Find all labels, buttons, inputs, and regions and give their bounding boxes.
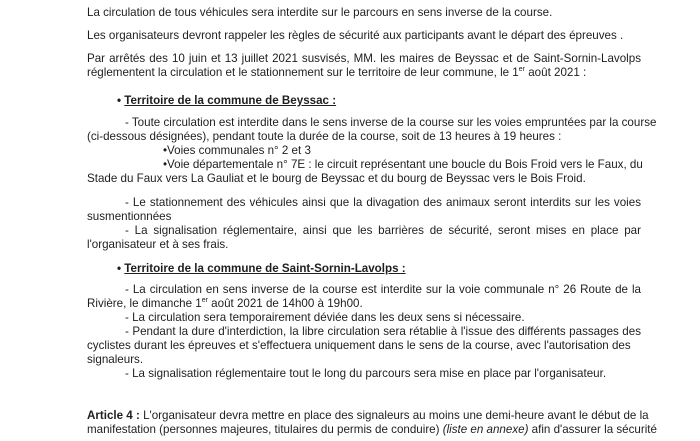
paragraph-line: Les organisateurs devront rappeler les règles de sécurité aux participants avant le départ des épreuves . <box>87 29 624 42</box>
text-run: août 2021 : <box>525 66 587 79</box>
list-item: •Voie départementale n° 7E : le circuit représentant une boucle du Bois Froid vers le Faux, du <box>163 158 643 171</box>
paragraph-line <box>87 66 586 80</box>
paragraph-line: - Le stationnement des véhicules ainsi que la divagation des animaux seront interdits sur les voies <box>125 196 641 209</box>
article-4-line <box>87 409 649 423</box>
paragraph-line: cyclistes durant les épreuves et s'effectuera uniquement dans le sens de la course, avec l'autorisation des <box>87 339 631 352</box>
paragraph-line: l'organisateur et à ses frais. <box>87 238 229 251</box>
superscript: er <box>518 66 525 73</box>
paragraph-line <box>87 423 657 437</box>
paragraph-line: - La circulation en sens inverse de la course est interdite sur la voie communale n° 26 Route de la <box>125 283 641 296</box>
text-run: Rivière, le dimanche 1 <box>87 297 202 310</box>
text-run: L'organisateur devra mettre en place des signaleurs au moins une demi-heure avant le début de la <box>139 409 649 422</box>
annex-reference: (liste en annexe) <box>442 423 529 436</box>
text-run: manifestation (personnes majeures, titulaires du permis de conduire) <box>87 423 443 436</box>
text-run: afin d'assurer la sécurité <box>528 423 657 436</box>
paragraph-line: - La signalisation réglementaire tout le long du parcours sera mise en place par l'organisateur. <box>125 367 607 380</box>
list-item: •Voies communales n° 2 et 3 <box>163 144 311 157</box>
paragraph-line: La circulation de tous véhicules sera interdite sur le parcours en sens inverse de la course. <box>87 6 553 19</box>
paragraph-line: Stade du Faux vers La Gauliat et le bourg de Beyssac et du bourg de Beyssac vers le Bois Froid. <box>87 172 586 185</box>
paragraph-line: - Toute circulation est interdite dans le sens inverse de la course sur les voies empruntées par la course <box>125 116 657 129</box>
paragraph-line: - La circulation sera temporairement déviée dans les deux sens si nécessaire. <box>125 311 525 324</box>
bullet-icon: • <box>117 94 122 107</box>
superscript: er <box>201 297 208 304</box>
article-label: Article 4 : <box>87 409 140 422</box>
paragraph-line: - La signalisation réglementaire, ainsi que les barrières de sécurité, seront mises en place par <box>125 224 641 237</box>
text-run: août 2021 de 14h00 à 19h00. <box>207 297 363 310</box>
paragraph-line: (ci-dessous désignées), pendant toute la durée de la course, soit de 13 heures à 19 heures : <box>87 130 562 143</box>
paragraph-line: signaleurs. <box>87 353 144 366</box>
paragraph-line: - Pendant la dure d'interdiction, la libre circulation sera rétablie à l'issue des différents passages des <box>125 325 641 338</box>
section-title: Territoire de la commune de Saint-Sornin-Lavolps : <box>124 262 406 275</box>
paragraph-line: susmentionnées <box>87 210 172 223</box>
bullet-icon: • <box>117 262 122 275</box>
paragraph-line: Par arrêtés des 10 juin et 13 juillet 2021 susvisés, MM. les maires de Beyssac et de Saint-Sornin-Lavolps <box>87 52 641 65</box>
section-heading-saint-sornin-lavolps <box>117 262 406 276</box>
section-heading-beyssac <box>117 94 336 108</box>
section-title: Territoire de la commune de Beyssac : <box>124 94 337 107</box>
text-run: réglementent la circulation et le stationnement sur le territoire de leur commune, le 1 <box>87 66 519 79</box>
paragraph-line <box>87 297 363 311</box>
